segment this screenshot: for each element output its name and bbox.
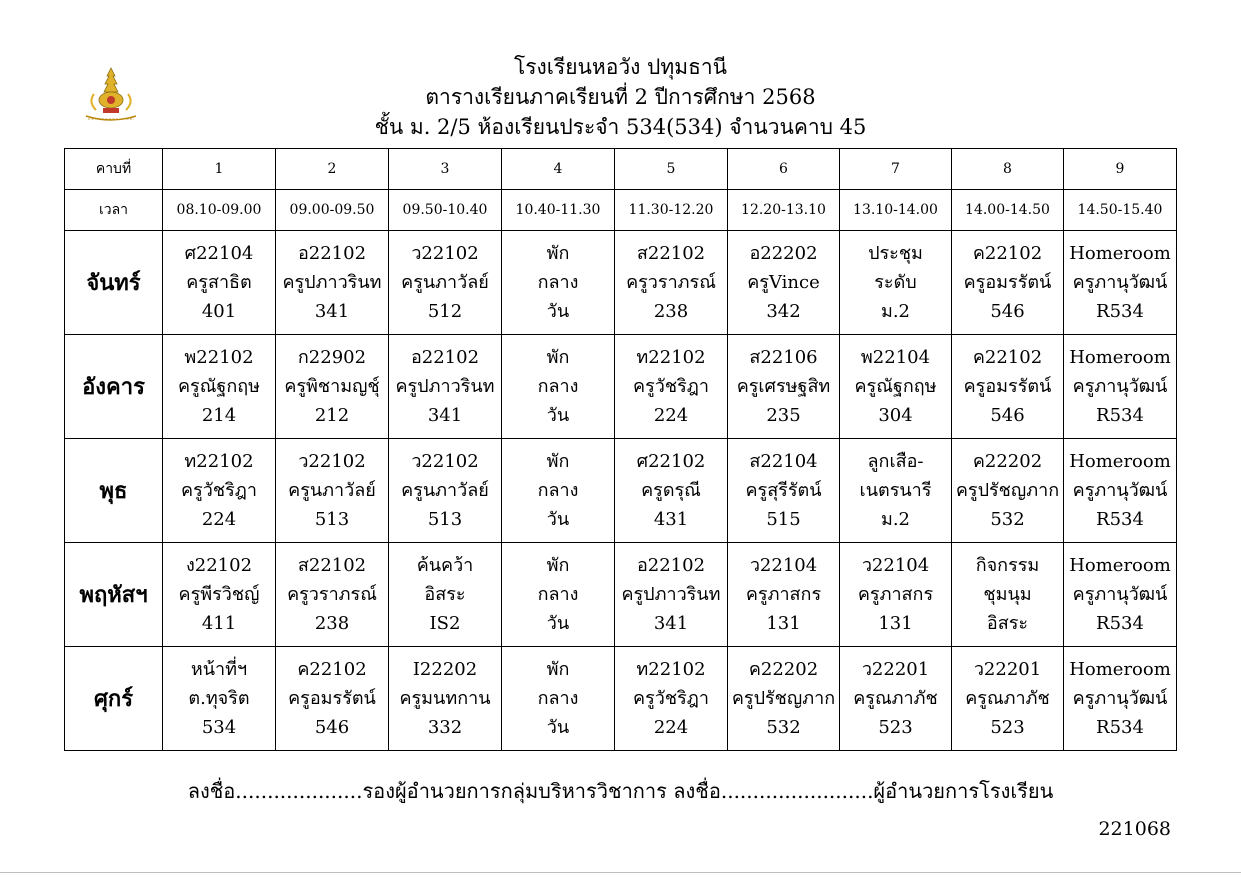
room-number: 214 <box>201 405 237 426</box>
room-number: 332 <box>427 717 463 738</box>
teacher-name: ครูภานุวัฒน์ <box>1072 688 1168 709</box>
course-code: อ22102 <box>297 243 367 264</box>
day-name: พุธ <box>65 439 163 543</box>
teacher-name: ครูเศรษฐสิท <box>736 376 831 397</box>
room-number: 401 <box>201 301 237 322</box>
teacher-name: ครูอมรรัตน์ <box>963 272 1052 293</box>
course-code: พัก <box>546 347 570 368</box>
document-header <box>0 52 1241 142</box>
room-number: ม.2 <box>880 509 911 530</box>
room-number: 131 <box>878 613 913 634</box>
teacher-name: ครูอมรรัตน์ <box>288 688 376 709</box>
school-name: โรงเรียนหอวัง ปทุมธานี <box>513 55 728 79</box>
room-number: 212 <box>314 405 350 426</box>
course-code: I22202 <box>412 659 478 680</box>
room-number: วัน <box>546 509 570 530</box>
day-row <box>65 335 1177 439</box>
class-cell <box>840 439 952 543</box>
room-number: R534 <box>1096 405 1144 426</box>
teacher-name: ครูภาสกร <box>745 584 822 605</box>
time-slot: 13.10-14.00 <box>840 190 952 231</box>
room-number: วัน <box>546 717 570 738</box>
room-number: ม.2 <box>880 301 911 322</box>
teacher-name: ครูณภาภัช <box>965 688 1050 709</box>
room-number: 532 <box>990 509 1025 530</box>
course-code: พัก <box>546 555 570 576</box>
course-code: ค22102 <box>297 659 367 680</box>
period-number: 1 <box>163 149 276 190</box>
room-number: 341 <box>314 301 350 322</box>
room-number: 431 <box>653 509 689 530</box>
class-cell <box>615 335 728 439</box>
teacher-name: ครูวัชริฎา <box>181 480 257 501</box>
teacher-name: ครูณัฐกฤษ <box>854 376 937 397</box>
class-cell <box>728 647 840 751</box>
class-cell <box>389 439 502 543</box>
class-cell <box>276 647 389 751</box>
period-number: 5 <box>615 149 728 190</box>
room-number: 224 <box>653 717 689 738</box>
class-cell <box>502 647 615 751</box>
teacher-name: ครูวราภรณ์ <box>287 584 377 605</box>
course-code: ว22104 <box>749 555 818 576</box>
course-code: ค22202 <box>748 659 819 680</box>
term-title: ตารางเรียนภาคเรียนที่ 2 ปีการศึกษา 2568 <box>425 85 816 109</box>
course-code: ส22104 <box>749 451 818 472</box>
class-cell <box>840 335 952 439</box>
period-header-row <box>65 149 1177 190</box>
teacher-name: อิสระ <box>424 584 466 605</box>
day-name: จันทร์ <box>65 231 163 335</box>
room-number: 515 <box>766 509 801 530</box>
period-number: 8 <box>952 149 1064 190</box>
time-slot: 11.30-12.20 <box>615 190 728 231</box>
class-cell <box>163 543 276 647</box>
teacher-name: ครูปภาวรินท <box>282 272 382 293</box>
room-number: 224 <box>653 405 689 426</box>
class-cell <box>728 439 840 543</box>
course-code: ลูกเสือ- <box>867 451 924 472</box>
time-slot: 09.00-09.50 <box>276 190 389 231</box>
class-cell <box>952 231 1064 335</box>
room-number: วัน <box>546 301 570 322</box>
teacher-name: ครูวราภรณ์ <box>626 272 716 293</box>
class-cell <box>952 647 1064 751</box>
class-cell <box>952 543 1064 647</box>
class-cell <box>502 231 615 335</box>
course-code: ว22102 <box>411 243 479 264</box>
room-number: 224 <box>201 509 237 530</box>
course-code: ค22102 <box>972 243 1043 264</box>
room-number: 532 <box>766 717 801 738</box>
class-cell <box>1064 543 1177 647</box>
room-number: 523 <box>878 717 913 738</box>
class-cell <box>163 647 276 751</box>
class-cell <box>389 543 502 647</box>
time-slot: 08.10-09.00 <box>163 190 276 231</box>
course-code: อ22102 <box>636 555 706 576</box>
teacher-name: ครูภานุวัฒน์ <box>1072 272 1168 293</box>
room-number: อิสระ <box>986 613 1029 634</box>
room-number: 238 <box>653 301 689 322</box>
course-code: Homeroom <box>1069 451 1171 472</box>
room-number: R534 <box>1096 613 1144 634</box>
class-cell <box>1064 647 1177 751</box>
teacher-name: ครูปภาวรินท <box>621 584 721 605</box>
class-cell <box>615 439 728 543</box>
course-code: ศ22102 <box>636 451 706 472</box>
course-code: ส22102 <box>297 555 367 576</box>
teacher-name: กลาง <box>537 688 579 709</box>
class-cell <box>163 231 276 335</box>
period-number: 3 <box>389 149 502 190</box>
period-label: คาบที่ <box>65 149 163 190</box>
teacher-name: ครูนภาวัลย์ <box>288 480 376 501</box>
teacher-name: กลาง <box>537 272 579 293</box>
period-number: 7 <box>840 149 952 190</box>
teacher-name: ครูนภาวัลย์ <box>401 272 489 293</box>
room-number: 342 <box>766 301 801 322</box>
course-code: ว22102 <box>411 451 479 472</box>
course-code: ค22202 <box>972 451 1043 472</box>
teacher-name: ระดับ <box>874 272 917 293</box>
class-cell <box>952 335 1064 439</box>
course-code: ค้นคว้า <box>416 555 474 576</box>
room-number: R534 <box>1096 717 1144 738</box>
room-number: 546 <box>990 301 1025 322</box>
course-code: พัก <box>546 451 570 472</box>
course-code: อ22102 <box>410 347 480 368</box>
room-number: IS2 <box>429 613 461 634</box>
room-number: 513 <box>314 509 350 530</box>
room-number: 341 <box>427 405 463 426</box>
day-row <box>65 543 1177 647</box>
day-name: ศุกร์ <box>65 647 163 751</box>
day-name: อังคาร <box>65 335 163 439</box>
signature-line: ลงชื่อ....................รองผู้อำนวยการกลุ่มบริหารวิชาการ ลงชื่อ........................ผู้อำนวยการโรงเรียน <box>187 779 1054 803</box>
course-code: ท22102 <box>184 451 254 472</box>
teacher-name: ครูวัชริฎา <box>633 376 709 397</box>
class-cell <box>615 647 728 751</box>
class-cell <box>276 543 389 647</box>
teacher-name: เนตรนารี <box>859 480 932 501</box>
course-code: Homeroom <box>1069 347 1171 368</box>
teacher-name: ครูภานุวัฒน์ <box>1072 376 1168 397</box>
course-code: หน้าที่ฯ <box>190 659 248 680</box>
teacher-name: ชุมนุม <box>983 584 1032 605</box>
class-cell <box>615 231 728 335</box>
room-number: 512 <box>427 301 463 322</box>
teacher-name: ครูมนทกาน <box>399 688 491 709</box>
teacher-name: ครูปภาวรินท <box>395 376 495 397</box>
teacher-name: กลาง <box>537 480 579 501</box>
class-cell <box>952 439 1064 543</box>
teacher-name: ครูวัชริฎา <box>633 688 709 709</box>
room-number: R534 <box>1096 301 1144 322</box>
room-number: 513 <box>427 509 463 530</box>
course-code: ส22102 <box>636 243 706 264</box>
room-number: วัน <box>546 613 570 634</box>
teacher-name: ครูณัฐกฤษ <box>177 376 260 397</box>
course-code: พ22104 <box>860 347 931 368</box>
class-cell <box>840 647 952 751</box>
teacher-name: ครูอมรรัตน์ <box>963 376 1052 397</box>
teacher-name: ครูพีรวิชญ์ <box>178 584 260 605</box>
room-number: 304 <box>878 405 913 426</box>
class-cell <box>163 439 276 543</box>
room-number: 546 <box>314 717 350 738</box>
teacher-name: ครูVince <box>747 272 820 293</box>
time-slot: 14.00-14.50 <box>952 190 1064 231</box>
class-cell <box>728 543 840 647</box>
course-code: อ22202 <box>749 243 818 264</box>
course-code: Homeroom <box>1069 243 1171 264</box>
room-number: 546 <box>990 405 1025 426</box>
period-number: 4 <box>502 149 615 190</box>
period-number: 9 <box>1064 149 1177 190</box>
time-label: เวลา <box>65 190 163 231</box>
document-code: 221068 <box>1098 818 1171 840</box>
day-row <box>65 231 1177 335</box>
course-code: ท22102 <box>636 659 706 680</box>
class-cell <box>1064 439 1177 543</box>
teacher-name: กลาง <box>537 376 579 397</box>
teacher-name: ครูดรุณี <box>641 480 701 501</box>
course-code: Homeroom <box>1069 659 1171 680</box>
class-cell <box>502 335 615 439</box>
course-code: ก22902 <box>297 347 367 368</box>
course-code: ศ22104 <box>184 243 254 264</box>
class-cell <box>276 231 389 335</box>
class-info: ชั้น ม. 2/5 ห้องเรียนประจำ 534(534) จำนวนคาบ 45 <box>374 115 867 139</box>
room-number: 235 <box>766 405 801 426</box>
teacher-name: ครูสาธิต <box>186 272 252 293</box>
class-cell <box>840 543 952 647</box>
class-cell <box>502 543 615 647</box>
class-cell <box>276 439 389 543</box>
course-code: ว22102 <box>298 451 366 472</box>
room-number: R534 <box>1096 509 1144 530</box>
teacher-name: ครูภานุวัฒน์ <box>1072 480 1168 501</box>
class-cell <box>389 647 502 751</box>
room-number: 534 <box>201 717 237 738</box>
teacher-name: ครูปรัชญภาก <box>731 688 836 709</box>
course-code: ท22102 <box>636 347 706 368</box>
room-number: วัน <box>546 405 570 426</box>
timetable <box>64 148 1177 751</box>
class-cell <box>389 335 502 439</box>
period-number: 6 <box>728 149 840 190</box>
room-number: 411 <box>201 613 237 634</box>
room-number: 341 <box>653 613 689 634</box>
teacher-name: ต.ทุจริต <box>188 688 250 709</box>
course-code: พัก <box>546 659 570 680</box>
course-code: ค22102 <box>972 347 1043 368</box>
teacher-name: ครูปรัชญภาก <box>955 480 1060 501</box>
teacher-name: ครูภาสกร <box>857 584 934 605</box>
course-code: Homeroom <box>1069 555 1171 576</box>
time-slot: 12.20-13.10 <box>728 190 840 231</box>
teacher-name: ครูนภาวัลย์ <box>401 480 489 501</box>
teacher-name: ครูภานุวัฒน์ <box>1072 584 1168 605</box>
course-code: ง22102 <box>185 555 253 576</box>
room-number: 131 <box>766 613 801 634</box>
class-cell <box>502 439 615 543</box>
teacher-name: ครูพิชามญชุ์ <box>284 376 380 397</box>
course-code: พ22102 <box>184 347 254 368</box>
class-cell <box>615 543 728 647</box>
time-slot: 14.50-15.40 <box>1064 190 1177 231</box>
teacher-name: ครูณภาภัช <box>853 688 938 709</box>
class-cell <box>389 231 502 335</box>
time-slot: 09.50-10.40 <box>389 190 502 231</box>
class-cell <box>1064 231 1177 335</box>
course-code: กิจกรรม <box>975 555 1040 576</box>
class-cell <box>1064 335 1177 439</box>
class-cell <box>728 335 840 439</box>
teacher-name: กลาง <box>537 584 579 605</box>
class-cell <box>163 335 276 439</box>
class-cell <box>728 231 840 335</box>
bottom-divider <box>0 872 1241 873</box>
time-header-row <box>65 190 1177 231</box>
class-cell <box>276 335 389 439</box>
time-slot: 10.40-11.30 <box>502 190 615 231</box>
day-row <box>65 439 1177 543</box>
course-code: ประชุม <box>868 243 923 264</box>
day-row <box>65 647 1177 751</box>
course-code: พัก <box>546 243 570 264</box>
class-cell <box>840 231 952 335</box>
room-number: 523 <box>990 717 1025 738</box>
room-number: 238 <box>314 613 350 634</box>
day-name: พฤหัสฯ <box>65 543 163 647</box>
course-code: ว22201 <box>861 659 930 680</box>
course-code: ส22106 <box>749 347 818 368</box>
course-code: ว22201 <box>973 659 1042 680</box>
course-code: ว22104 <box>861 555 930 576</box>
period-number: 2 <box>276 149 389 190</box>
teacher-name: ครูสุรีรัตน์ <box>745 480 822 501</box>
